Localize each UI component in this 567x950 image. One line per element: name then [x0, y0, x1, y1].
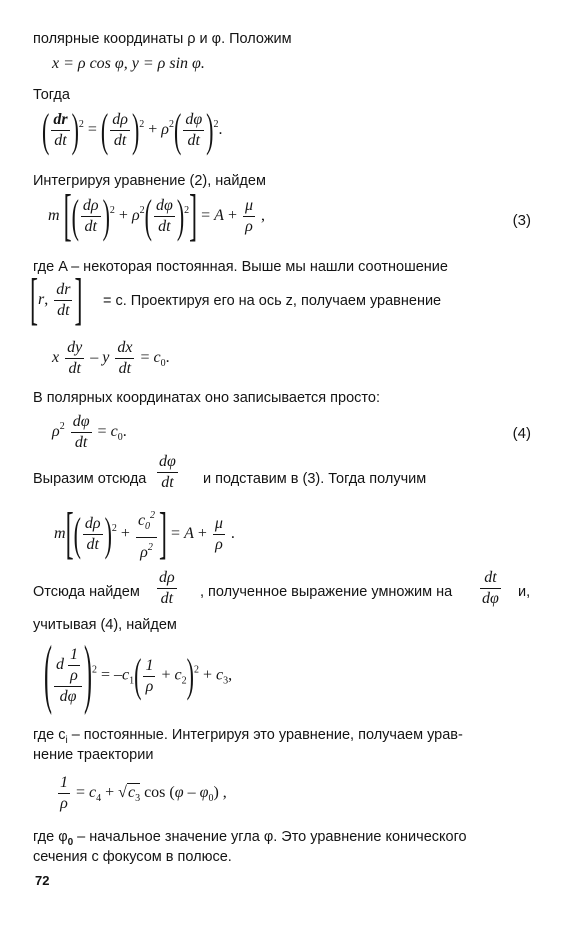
text-line-1: полярные координаты ρ и φ. Положим [33, 31, 292, 47]
text-line-12: где $\varphi_0$ – начальное значение угла φ. Это уравнение конического [33, 829, 467, 848]
text-line-11: нение траектории [33, 747, 154, 763]
text-line-8a: Отсюда найдем [33, 584, 140, 600]
equation-orbit-differential: ( d $\frac{1}{\rho}$ dφ )$^2 = -c_1$( $\frac{1}{\rho}$ + $c_2)^2 + c_3$, [44, 634, 233, 718]
text-line-9: учитывая (4), найдем [33, 617, 177, 633]
text-line-3: Интегрируя уравнение (2), найдем [33, 173, 266, 189]
equation-number-3: (3) [512, 212, 531, 229]
equation-number-4: (4) [512, 425, 531, 442]
page-number: 72 [35, 873, 50, 888]
fraction-drho-dt: $\frac{d\rho}{dt}$ [159, 569, 175, 607]
fraction-dphi-dt: $\frac{d\varphi}{dt}$ [159, 453, 176, 491]
text-line-5: = c. Проектируя его на ось z, получаем уравнение [103, 293, 442, 309]
equation-polar-substitution: x = ρ cos φ, y = ρ sin φ. [52, 55, 205, 72]
equation-3: m [( $\frac{d\rho}{dt}$ )$^2 + \rho^2$( $\frac{d\varphi}{dt}$ )$^2$] = A + $\frac{\mu}{\rho}$ , [48, 185, 266, 248]
fraction-dt-dphi: $\frac{dt}{d\varphi}$ [482, 569, 499, 607]
text-line-7a: Выразим отсюда [33, 471, 147, 487]
text-line-7b: и подставим в (3). Тогда получим [203, 471, 427, 487]
text-line-10: где $c_i$ – постоянные. Интегрируя это уравнение, получаем урав- [33, 727, 463, 746]
equation-trajectory: $\frac{1}{\rho}$ = $c_4 + √c_3$ $\cos (\varphi - \varphi_0)$ , [60, 774, 227, 812]
equation-velocity-squared: ( $\frac{dr}{dt}$ )$^2$ = ( $\frac{d\rho}{dt}$ )$^2 + \rho^2$( $\frac{d\varphi}{dt}$ )$^2$. [42, 103, 223, 156]
text-line-2: Тогда [33, 87, 70, 103]
text-line-13: сечения с фокусом в полюсе. [33, 849, 232, 865]
equation-angular-momentum: x $\frac{dy}{dt}$ – y $\frac{dx}{dt}$ = $c_0$. [52, 339, 170, 377]
text-line-6: В полярных координатах оно записывается просто: [33, 390, 380, 406]
text-line-8b: , полученное выражение умножим на [200, 584, 453, 600]
equation-energy-radial: m[( $\frac{d\rho}{dt}$ )$^2$ + $\frac{c_0^2}{\rho^2}$ ] = A + $\frac{\mu}{\rho}$ . [54, 503, 235, 566]
text-line-8c: и, [518, 584, 531, 600]
equation-commutator: [r, $\frac{dr}{dt}$ ] [30, 269, 83, 332]
text-line-4: где A – некоторая постоянная. Выше мы нашли соотношение [33, 259, 448, 275]
equation-4: $\rho^2$ $\frac{d\varphi}{dt}$ = $c_0$. [52, 413, 127, 451]
